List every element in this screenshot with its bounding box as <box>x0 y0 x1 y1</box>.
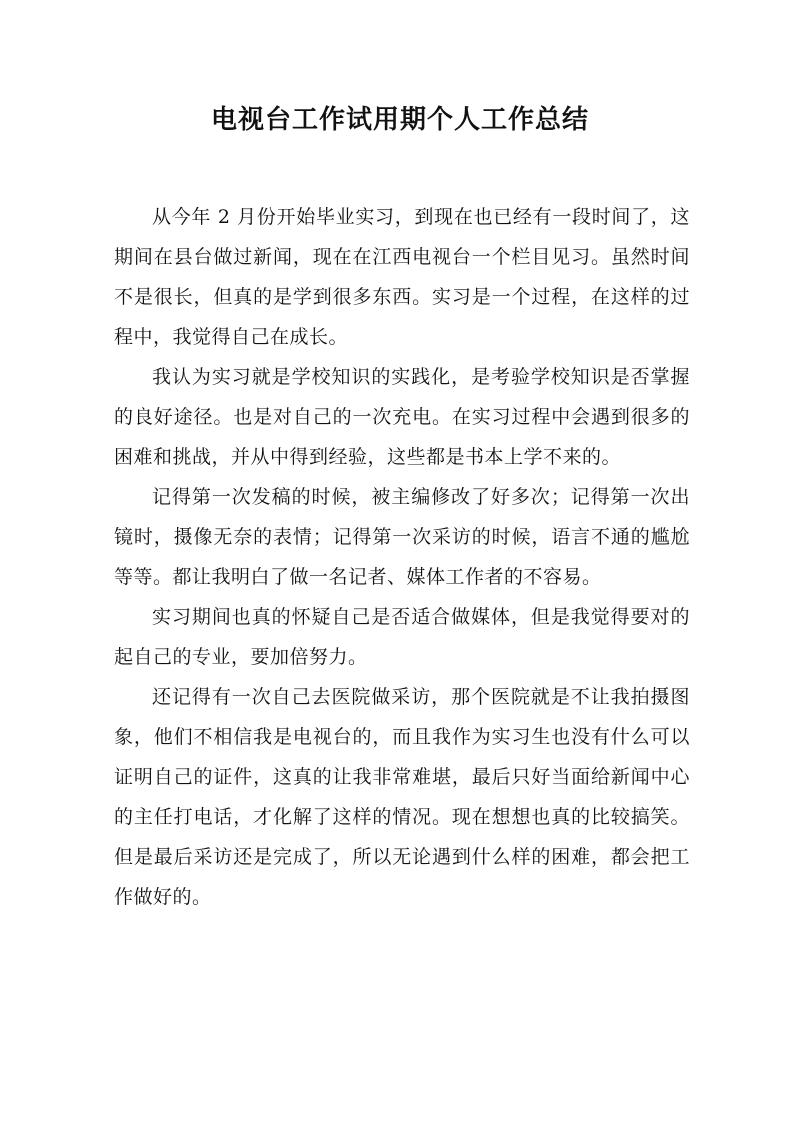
paragraph: 还记得有一次自己去医院做采访，那个医院就是不让我拍摄图象，他们不相信我是电视台的，而且我作为实习生也没有什么可以证明自己的证件，这真的让我非常难堪，最后只好当面给新闻中心的主任打电话，才化解了这样的情况。现在想想也真的比较搞笑。但是最后采访还是完成了，所以无论遇到什么样的困难，都会把工作做好的。 <box>114 686 690 908</box>
paragraph: 从今年 2 月份开始毕业实习，到现在也已经有一段时间了，这期间在县台做过新闻，现在在江西电视台一个栏目见习。虽然时间不是很长，但真的是学到很多东西。实习是一个过程，在这样的过程中，我觉得自己在成长。 <box>114 206 690 348</box>
paragraph: 实习期间也真的怀疑自己是否适合做媒体，但是我觉得要对的起自己的专业，要加倍努力。 <box>114 606 690 668</box>
paragraph: 我认为实习就是学校知识的实践化，是考验学校知识是否掌握的良好途径。也是对自己的一次充电。在实习过程中会遇到很多的困难和挑战，并从中得到经验，这些都是书本上学不来的。 <box>114 366 690 468</box>
document-body <box>114 197 690 917</box>
document-title: 电视台工作试用期个人工作总结 <box>210 105 589 135</box>
paragraph: 记得第一次发稿的时候，被主编修改了好多次；记得第一次出镜时，摄像无奈的表情；记得第一次采访的时候，语言不通的尴尬等等。都让我明白了做一名记者、媒体工作者的不容易。 <box>114 486 690 588</box>
